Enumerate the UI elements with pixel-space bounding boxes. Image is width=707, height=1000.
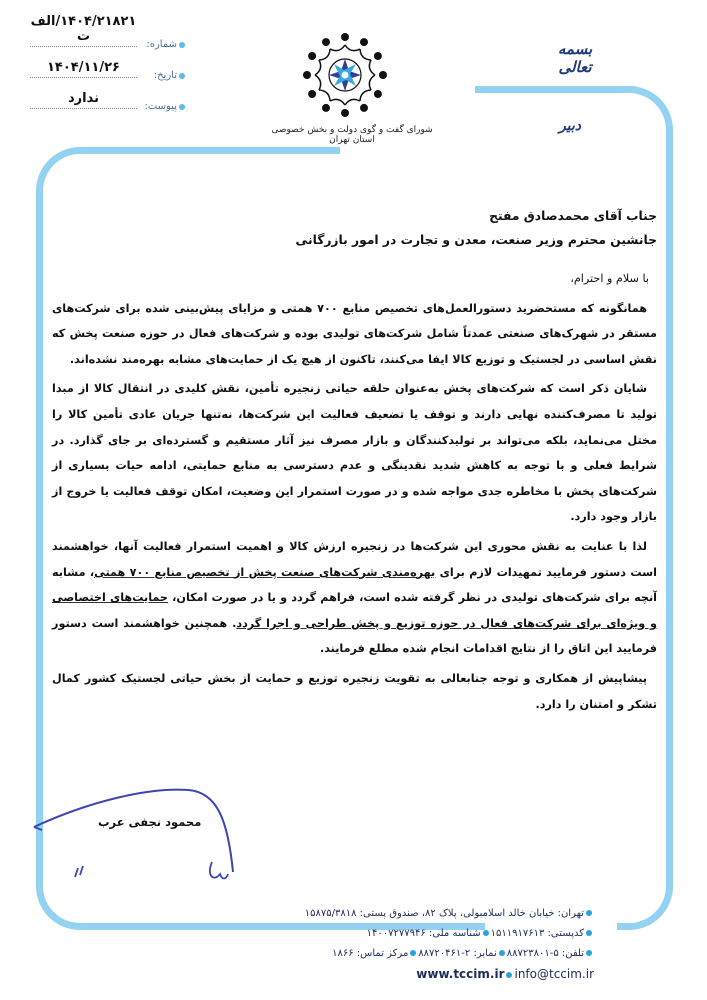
logo-figure-head — [308, 52, 316, 60]
meta-date — [30, 61, 185, 81]
website-link[interactable]: www.tccim.ir — [416, 967, 505, 981]
footer-web — [416, 967, 594, 981]
frame-top-bar — [475, 86, 635, 93]
logo-figure-head — [360, 104, 368, 112]
logo-figure-head — [374, 52, 382, 60]
meta-date-line — [30, 77, 137, 78]
meta-number-label: شماره: — [146, 39, 185, 50]
organization-name: شورای گفت و گوی دولت و بخش خصوصی استان تهران — [271, 125, 433, 145]
meta-attachment-line — [30, 108, 137, 109]
logo-figure-arm — [360, 90, 371, 101]
footer-address: تهران: خیابان خالد اسلامبولی، پلاک ۸۲، صندوق پستی: ۱۵۸۷۵/۳۸۱۸ — [305, 908, 594, 919]
letter-date: ۱۴۰۴/۱۱/۲۶ — [47, 60, 120, 75]
logo-figure-arm — [369, 60, 375, 75]
logo-figure-arm — [360, 49, 371, 60]
logo-figure-head — [322, 38, 330, 46]
bullet-icon — [506, 972, 512, 978]
meta-attachment-label: پیوست: — [144, 101, 185, 112]
underlined-request-2: حمایت‌های اختصاصی و ویژه‌ای برای شرکت‌های فعال در حوزه توزیع و پخش طراحی و اجرا گردد — [52, 591, 657, 630]
underlined-request-1: بهره‌مندی شرکت‌های صنعت پخش از تخصیص منابع ۷۰۰ همتی — [94, 565, 436, 579]
frame-top-left-corner — [36, 147, 92, 203]
bullet-icon — [179, 73, 185, 79]
bullet-icon — [586, 910, 592, 916]
letter-number: ۱۴۰۴/۲۱۸۲۱/الف ت — [30, 14, 137, 44]
letter-attachment: ندارد — [67, 91, 99, 106]
logo-figure-head — [341, 33, 349, 41]
logo-figure-head — [341, 109, 349, 117]
frame-top-left-bar — [80, 147, 340, 154]
frame-bottom-right-corner — [617, 880, 673, 930]
logo-figure-arm — [319, 90, 330, 101]
footer-phones: تلفن: ۵-۸۸۷۲۳۸۰۱نمابر: ۲-۸۸۷۲۰۴۶۱مرکز تماس: ۱۸۶۶ — [332, 948, 594, 959]
bullet-icon — [499, 950, 505, 956]
email-link[interactable]: info@tccim.ir — [514, 967, 594, 981]
frame-right-bar — [666, 130, 673, 890]
bullet-icon — [586, 950, 592, 956]
logo-figure-head — [374, 90, 382, 98]
logo-figure-head — [303, 71, 311, 79]
handwritten-signature — [28, 782, 248, 892]
office-title: دبیر — [558, 118, 582, 134]
letter-body — [52, 204, 657, 717]
meta-number-line — [30, 46, 137, 47]
bullet-icon — [483, 930, 489, 936]
greeting: با سلام و احترام، — [570, 272, 649, 285]
logo-figure-arm — [330, 99, 345, 105]
meta-number — [30, 14, 185, 50]
recipient-title: جانشین محترم وزیر صنعت، معدن و تجارت در امور بازرگانی — [295, 233, 657, 247]
bullet-icon — [410, 950, 416, 956]
bullet-icon — [586, 930, 592, 936]
logo-figure-head — [308, 90, 316, 98]
paragraph: شایان ذکر است که شرکت‌های پخش به‌عنوان حلقه حیاتی زنجیره تأمین، نقش کلیدی در انتقال کالا از مبدا تولید تا مصرف‌کننده نهایی دارند و توقف یا تضعیف فعالیت این شرکت‌ها، نه‌تنها جریان عادی تأمین کالا را مختل می‌نماید، بلکه می‌تواند بر تولیدکنندگان و بازار مصرف نیز آثار مستقیم و گسترده‌ای بر جای گذارد. در شرایط فعلی و با توجه به کاهش شدید نقدینگی و عدم دسترسی به منابع حمایتی، ادامه حیات بسیاری از شرکت‌های پخش با مخاطره جدی مواجه شده و در صورت استمرار این وضعیت، امکان توقف فعالیت یا خروج از بازار وجود دارد. — [52, 382, 657, 524]
paragraph: همانگونه که مستحضرید دستورالعمل‌های تخصیص منابع ۷۰۰ همتی و مزایای پیش‌بینی شده برای شرکت‌های مستقر در شهرک‌های صنعتی عمدتاً شامل شرکت‌های تولیدی بوده و شرکت‌های فعال در حوزه صنعت پخش که نقش اساسی در لجستیک و توزیع کالا ایفا می‌کنند، تاکنون از هیچ یک از حمایت‌های مشابه بهره‌مند نشده‌اند. — [52, 301, 657, 366]
meta-date-label: تاریخ: — [154, 70, 185, 81]
logo-figure-arm — [319, 49, 330, 60]
logo-figure-arm — [315, 75, 321, 90]
bullet-icon — [179, 104, 185, 110]
bullet-icon — [179, 42, 185, 48]
logo-figure-arm — [369, 75, 375, 90]
recipient-name: جناب آقای محمدصادق مفتح — [489, 209, 657, 223]
logo-figure-arm — [345, 99, 360, 105]
signer-name: محمود نجفی عرب — [98, 815, 202, 829]
logo-figure-arm — [345, 45, 360, 51]
logo-figure-head — [322, 104, 330, 112]
logo-figure-head — [360, 38, 368, 46]
paragraph-request: لذا با عنایت به نقش محوری این شرکت‌ها در زنجیره ارزش کالا و اهمیت استمرار فعالیت آنها، خواهشمند است دستور فرمایید تمهیدات لازم برای بهره‌مندی شرکت‌های صنعت پخش از تخصیص منابع ۷۰۰ همتی، مشابه آنچه برای شرکت‌های تولیدی در نظر گرفته شده است، فراهم گردد و یا در صورت امکان، حمایت‌های اختصاصی و ویژه‌ای برای شرکت‌های فعال در حوزه توزیع و پخش طراحی و اجرا گردد. همچنین خواهشمند است دستور فرمایید این اتاق را از نتایج اقدامات انجام شده مطلع فرمایند. — [52, 539, 658, 656]
footer-ids: کدپستی: ۱۵۱۱۹۱۷۶۱۳شناسه ملی: ۱۴۰۰۷۲۷۷۹۴۶ — [367, 928, 594, 939]
closing-paragraph: پیشاپیش از همکاری و توجه جنابعالی به تقویت زنجیره توزیع و حمایت از بخش حیاتی لجستیک کشور کمال تشکر و امتنان را دارد. — [52, 671, 657, 711]
bismillah-heading: بسمه تعالی — [557, 40, 593, 76]
council-logo — [300, 30, 390, 120]
logo-figure-arm — [330, 45, 345, 51]
logo-figure-head — [379, 71, 387, 79]
logo-figure-arm — [315, 60, 321, 75]
frame-top-right-corner — [617, 86, 673, 142]
meta-attachment — [30, 92, 185, 112]
